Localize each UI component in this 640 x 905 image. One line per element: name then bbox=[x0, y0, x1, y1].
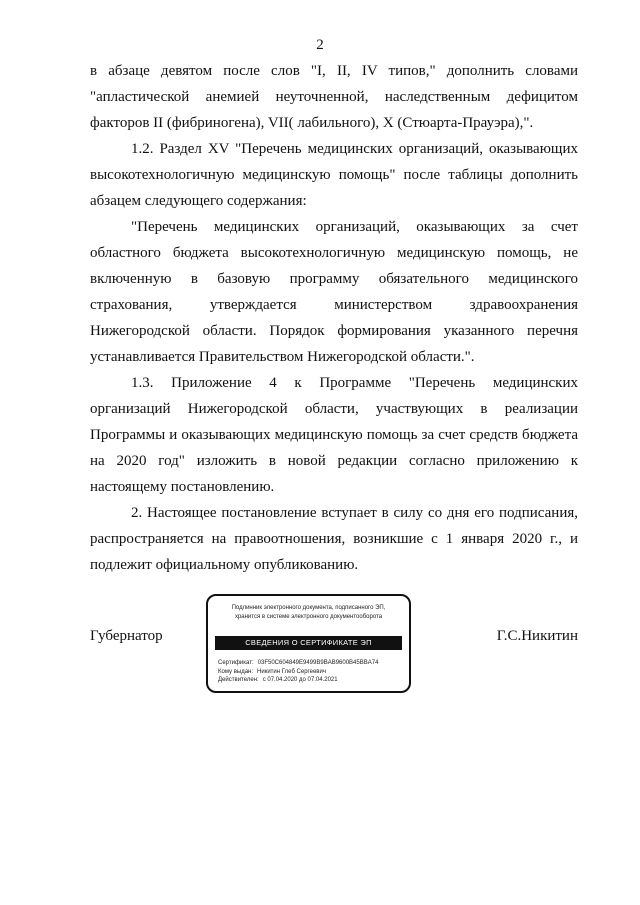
signatory-position: Губернатор bbox=[90, 628, 163, 644]
signatory-name: Г.С.Никитин bbox=[496, 628, 578, 644]
electronic-signature-stamp bbox=[206, 594, 411, 693]
certificate-label: Сертификат: bbox=[218, 660, 254, 666]
validity-row bbox=[218, 676, 401, 685]
stamp-details bbox=[218, 659, 401, 685]
stamp-title-bar: СВЕДЕНИЯ О СЕРТИФИКАТЕ ЭП bbox=[215, 636, 402, 650]
stamp-note bbox=[208, 604, 409, 622]
stamp-note-line: Подлинник электронного документа, подписанного ЭП, bbox=[231, 605, 386, 611]
paragraph-quoted-insertion: "Перечень медицинских организаций, оказывающих за счет областного бюджета высокотехнологичную медицинскую помощь, не включенную в базовую программу обязательного медицинского страхования, утверждается министерством здравоохранения Нижегородской области. Порядок формирования указанного перечня устанавливается Правительством Нижегородской области.". bbox=[90, 219, 578, 365]
validity-value: с 07.04.2020 до 07.04.2021 bbox=[262, 677, 338, 683]
validity-label: Действителен: bbox=[218, 677, 259, 683]
issued-to-label: Кому выдан: bbox=[218, 668, 254, 675]
certificate-row bbox=[218, 659, 401, 668]
page-number: 2 bbox=[316, 37, 324, 53]
paragraph-abzac-devyatyy: в абзаце девятом после слов "I, II, IV типов," дополнить словами "апластической анемией неуточненной, наследственным дефицитом факторов II (фибриногена), VII( лабильного), X (Стюарта-Прауэра),". bbox=[90, 63, 578, 131]
paragraph-2-effective: 2. Настоящее постановление вступает в силу со дня его подписания, распространяется на правоотношения, возникшие с 1 января 2020 г., и подлежит официальному опубликованию. bbox=[90, 505, 578, 573]
stamp-note-line: хранится в системе электронного документооборота bbox=[234, 614, 383, 620]
paragraph-1-3: 1.3. Приложение 4 к Программе "Перечень медицинских организаций Нижегородской области, участвующих в реализации Программы и оказывающих медицинскую помощь за счет средств бюджета на 2020 год" изложить в новой редакции согласно приложению к настоящему постановлению. bbox=[90, 375, 578, 495]
issued-to-value: Никитин Глеб Сергеевич bbox=[257, 668, 326, 675]
issued-to-row bbox=[218, 668, 401, 677]
paragraph-1-2: 1.2. Раздел XV "Перечень медицинских организаций, оказывающих высокотехнологичную медицинскую помощь" после таблицы дополнить абзацем следующего содержания: bbox=[90, 141, 578, 209]
certificate-value: 03F50C604849E9499B9BAB9600B45BBA74 bbox=[257, 660, 379, 666]
